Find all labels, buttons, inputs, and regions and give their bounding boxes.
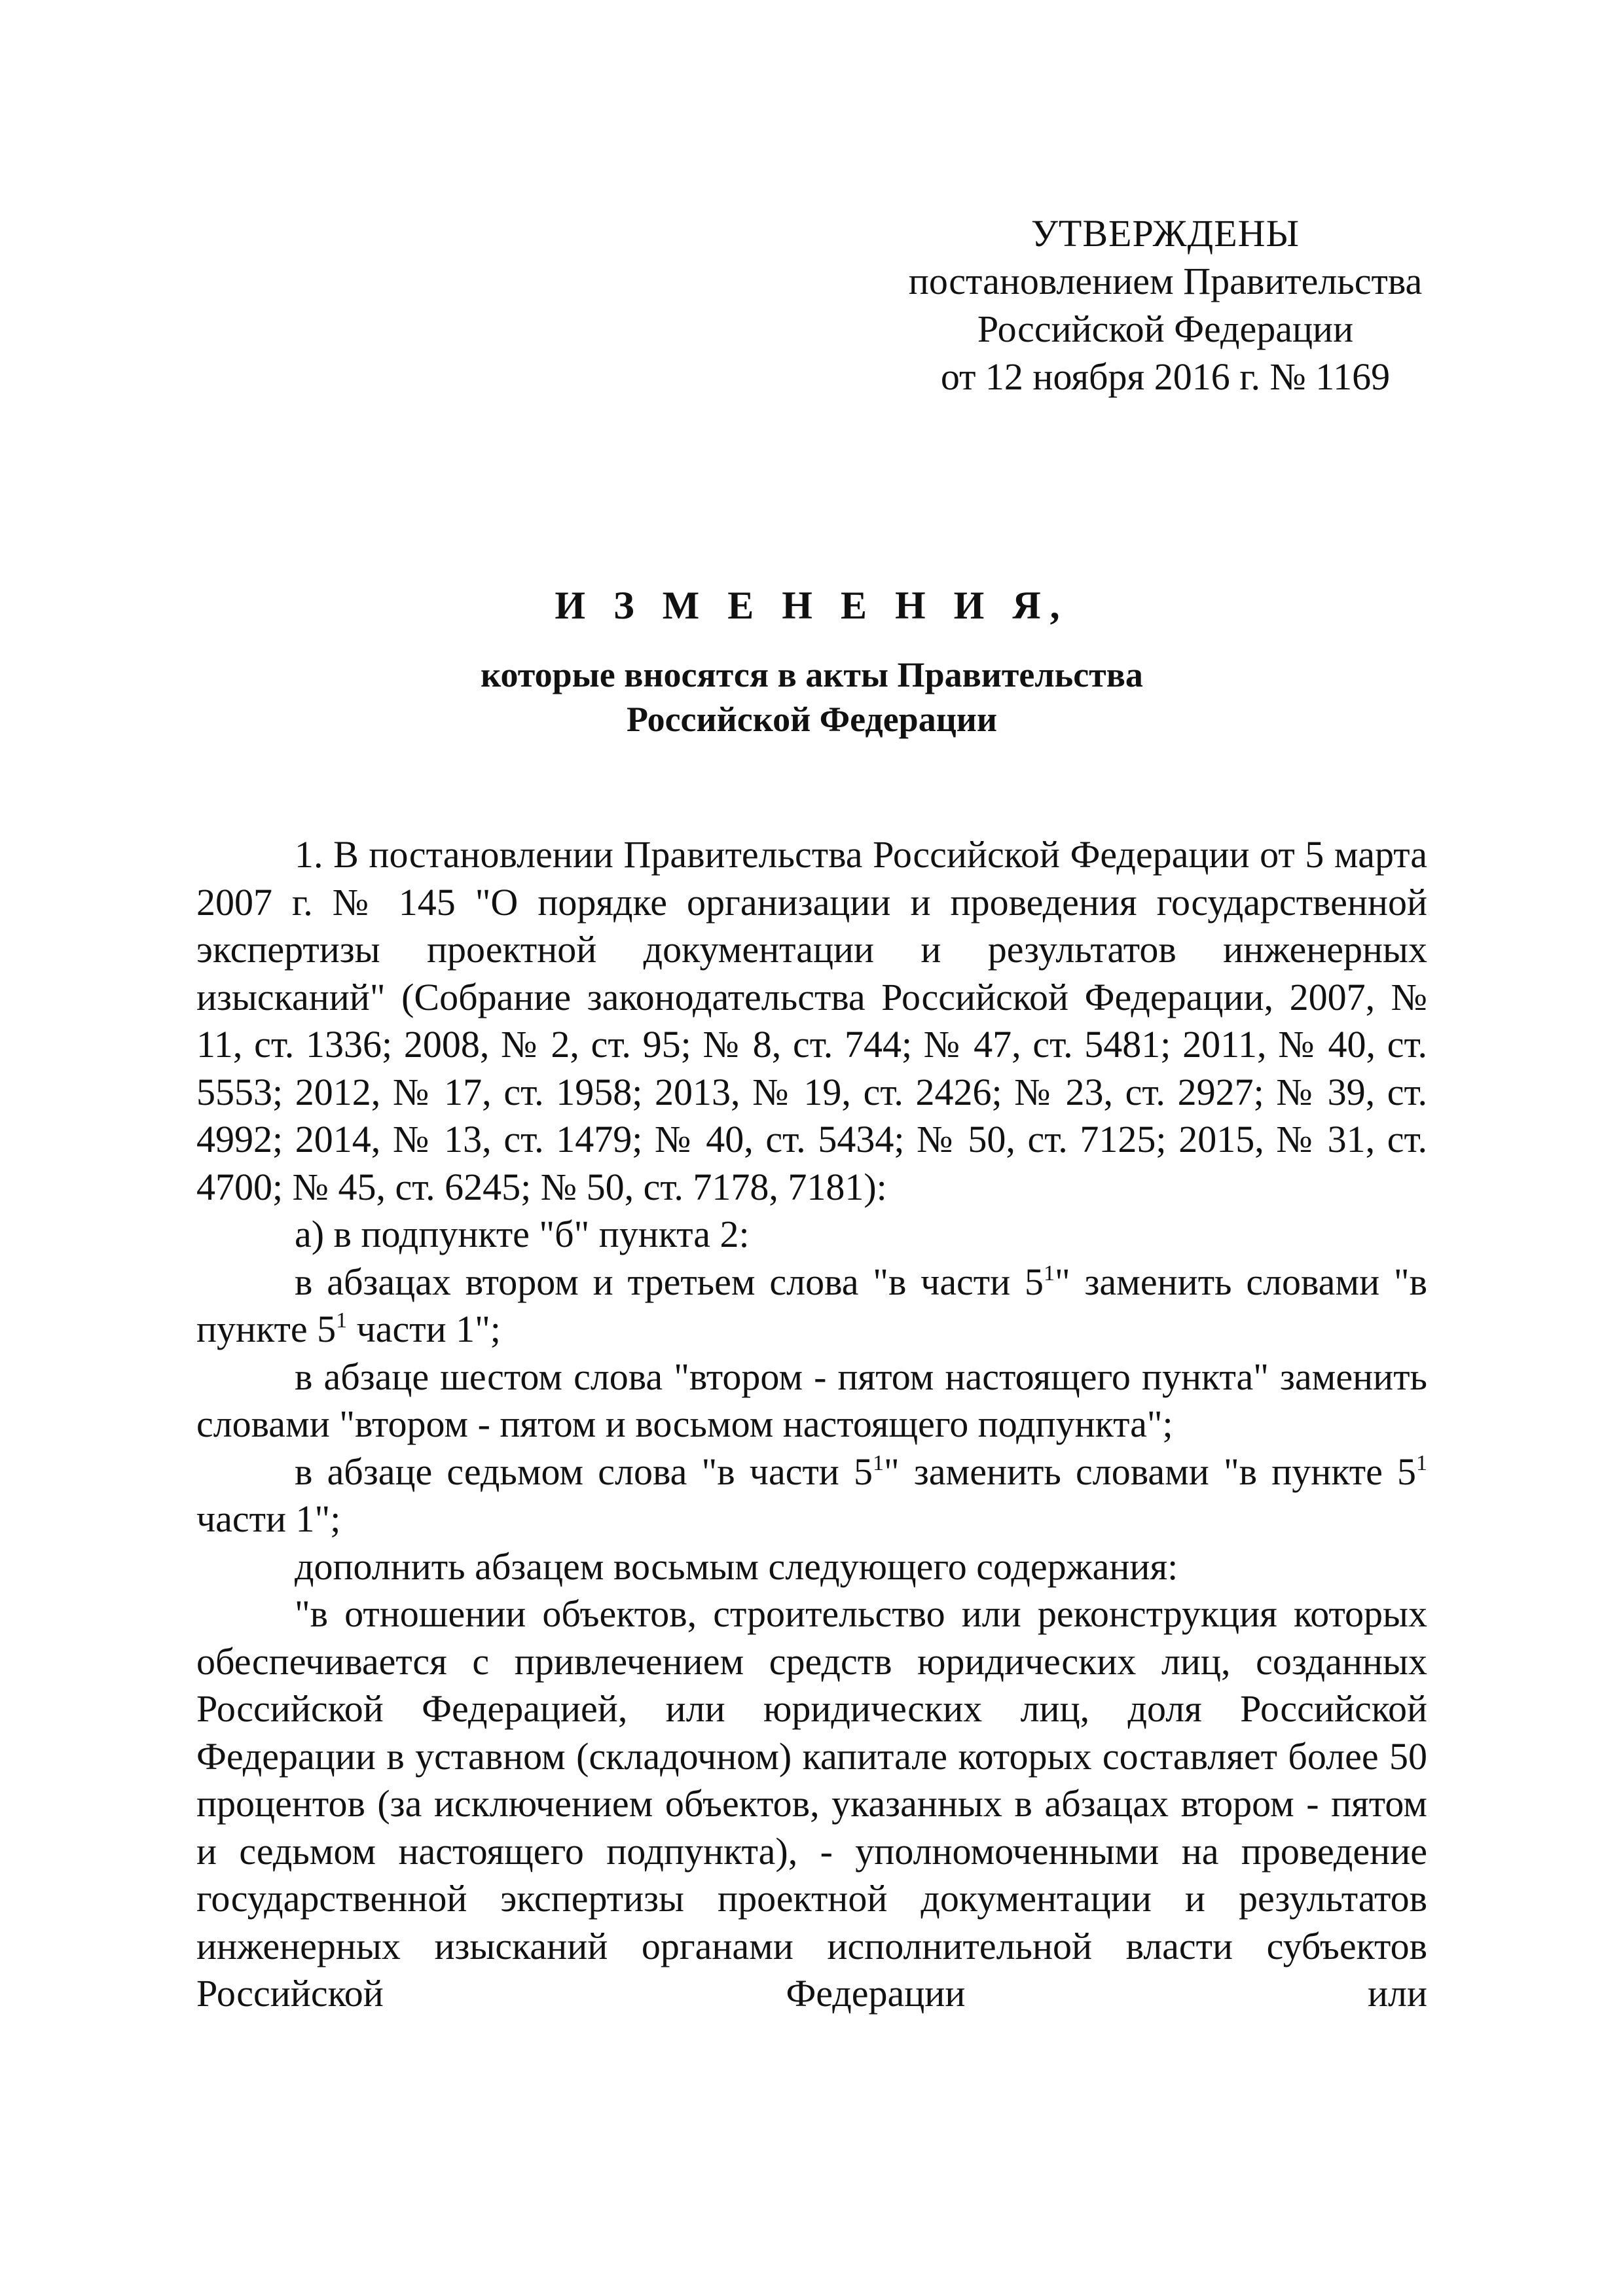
document-title: И З М Е Н Е Н И Я, [555,584,1069,627]
paragraph-2: а) в подпункте "б" пункта 2: [295,1213,750,1255]
paragraph-6: дополнить абзацем восьмым следующего содержания: [295,1545,1178,1588]
paragraph-5: в абзаце седьмом слова "в части $5^1$" заменить словами "в пункте $5^1$ части 1"; [196,1450,1428,1540]
document-heading [196,579,1427,742]
paragraph-4: в абзаце шестом слова "втором - пятом настоящего пункта" заменить словами "втором - пятом и восьмом настоящего подпункта"; [196,1355,1427,1445]
approval-line-1: постановлением Правительства [908,260,1423,302]
approval-title: УТВЕРЖДЕНЫ [1030,212,1300,255]
paragraph-1: 1. В постановлении Правительства Российской Федерации от 5 марта 2007 г. № 145 "О порядке организации и проведения государственной экспертизы проектной документации и результатов инженерных изысканий" (Собрание законодательства Российской Федерации, 2007, № 11, ст. 1336; 2008, № 2, ст. 95; № 8, ст. 744; № 47, ст. 5481; 2011, № 40, ст. 5553; 2012, № 17, ст. 1958; 2013, № 19, ст. 2426; № 23, ст. 2927; № 39, ст. 4992; 2014, № 13, ст. 1479; № 40, ст. 5434; № 50, ст. 7125; 2015, № 31, ст. 4700; № 45, ст. 6245; № 50, ст. 7178, 7181): [196,833,1427,1208]
paragraph-7: "в отношении объектов, строительство или реконструкция которых обеспечивается с привлечением средств юридических лиц, созданных Российской Федерацией, или юридических лиц, доля Российской Федерации в уставном (складочном) капитале которых составляет более 50 процентов (за исключением объектов, указанных в абзацах втором - пятом и седьмом настоящего подпункта), - уполномоченными на проведение государственной экспертизы проектной документации и результатов инженерных изысканий органами исполнительной власти субъектов Российской Федерации или [196,1592,1427,2015]
approval-line-2: Российской Федерации [977,308,1354,350]
document-subtitle-line-2: Российской Федерации [626,700,998,739]
paragraph-3: в абзацах втором и третьем слова "в части $5^1$" заменить словами "в пункте $5^1$ части 1"; [196,1260,1427,1350]
approval-block [871,209,1460,401]
document-body [196,831,1427,2018]
document-subtitle-line-1: которые вносятся в акты Правительства [481,655,1143,694]
approval-line-3: от 12 ноября 2016 г. № 1169 [940,355,1391,398]
